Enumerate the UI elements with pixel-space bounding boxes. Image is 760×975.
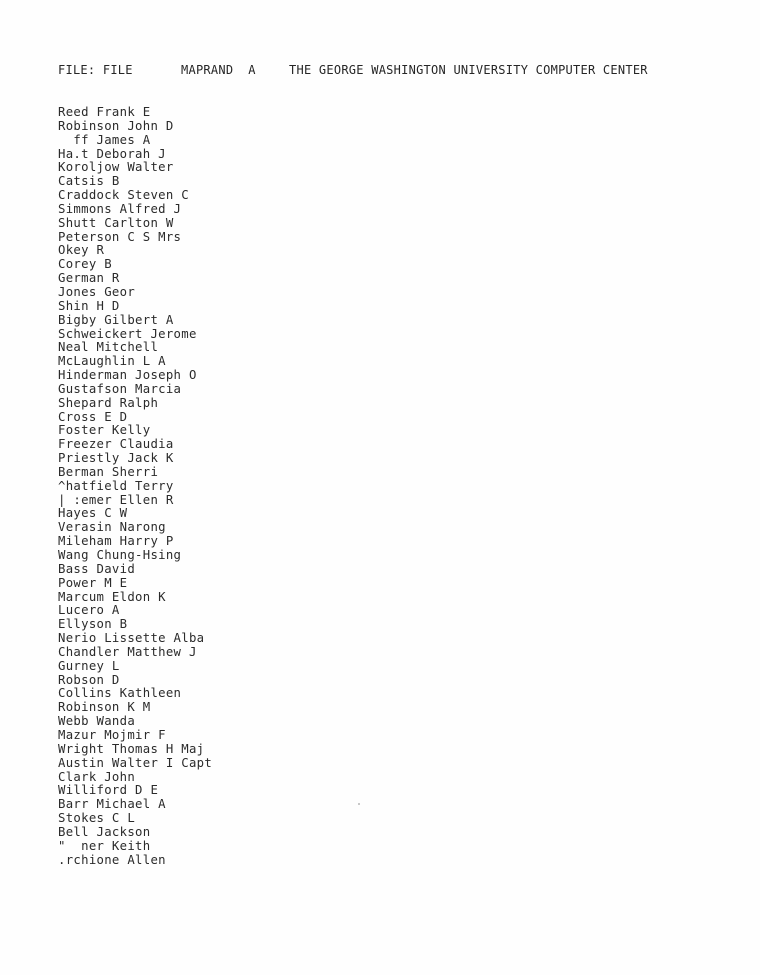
name-listing [58, 106, 212, 867]
list-item: ff James A [58, 132, 151, 147]
list-item: Chandler Matthew J [58, 644, 197, 659]
list-item: Wang Chung-Hsing [58, 548, 182, 562]
list-item: Robson D [58, 672, 120, 687]
list-item: Catsis B [58, 174, 120, 189]
list-item: Verasin Narong [58, 520, 166, 535]
list-item: Jones Geor [58, 284, 136, 299]
list-item: .rchione Allen [58, 852, 166, 867]
page-header [58, 63, 648, 77]
list-item: Barr Michael A [58, 797, 166, 812]
list-item: Bell Jackson [58, 824, 151, 839]
list-item: Marcum Eldon K [58, 589, 166, 604]
paper-speck [358, 803, 360, 805]
list-item: Clark John [58, 769, 136, 784]
list-item: Foster Kelly [58, 423, 151, 438]
list-item: Neal Mitchell [58, 340, 159, 355]
list-item: Gurney L [58, 658, 120, 673]
list-item: Corey B [58, 257, 112, 272]
list-item: Shin H D [58, 298, 120, 313]
list-item: Stokes C L [58, 811, 136, 826]
list-item: Cross E D [58, 409, 128, 424]
list-item: Mazur Mojmir F [58, 727, 166, 742]
list-item: Austin Walter I Capt [58, 755, 213, 770]
list-item: German R [58, 271, 120, 286]
list-item: | :emer Ellen R [58, 492, 174, 507]
list-item: Ha.t Deborah J [58, 146, 166, 161]
list-item: Ellyson B [58, 617, 128, 632]
list-item: " ner Keith [58, 838, 151, 853]
list-item: Bass David [58, 561, 136, 576]
list-item: Gustafson Marcia [58, 381, 182, 396]
list-item: Freezer Claudia [58, 437, 174, 452]
list-item: Shepard Ralph [58, 395, 159, 410]
list-item: McLaughlin L A [58, 354, 166, 369]
list-item: Nerio Lissette Alba [58, 631, 205, 646]
list-item: Peterson C S Mrs [58, 229, 182, 244]
list-item: Craddock Steven C [58, 188, 189, 203]
list-item: Priestly Jack K [58, 451, 174, 466]
list-item: Shutt Carlton W [58, 215, 174, 230]
institution-name: THE GEORGE WASHINGTON UNIVERSITY COMPUTER CENTER [289, 63, 648, 77]
list-item: Hinderman Joseph O [58, 368, 197, 383]
list-item: Robinson K M [58, 700, 151, 715]
list-item: Okey R [58, 243, 105, 258]
list-item: Mileham Harry P [58, 534, 174, 549]
list-item: Berman Sherri [58, 464, 159, 479]
list-item: Wright Thomas H Maj [58, 741, 205, 756]
list-item: Power M E [58, 575, 128, 590]
list-item: Collins Kathleen [58, 686, 182, 701]
file-label: FILE: FILE [58, 63, 133, 77]
list-item: Williford D E [58, 783, 159, 798]
list-item: Reed Frank E [58, 105, 151, 119]
list-item: Robinson John D [58, 118, 174, 133]
list-item: ^hatfield Terry [58, 478, 174, 493]
program-name: MAPRAND A [181, 63, 256, 77]
list-item: Lucero A [58, 603, 120, 618]
list-item: Koroljow Walter [58, 160, 174, 175]
list-item: Hayes C W [58, 506, 128, 521]
list-item: Schweickert Jerome [58, 326, 197, 341]
list-item: Bigby Gilbert A [58, 312, 174, 327]
list-item: Simmons Alfred J [58, 201, 182, 216]
list-item: Webb Wanda [58, 714, 136, 729]
